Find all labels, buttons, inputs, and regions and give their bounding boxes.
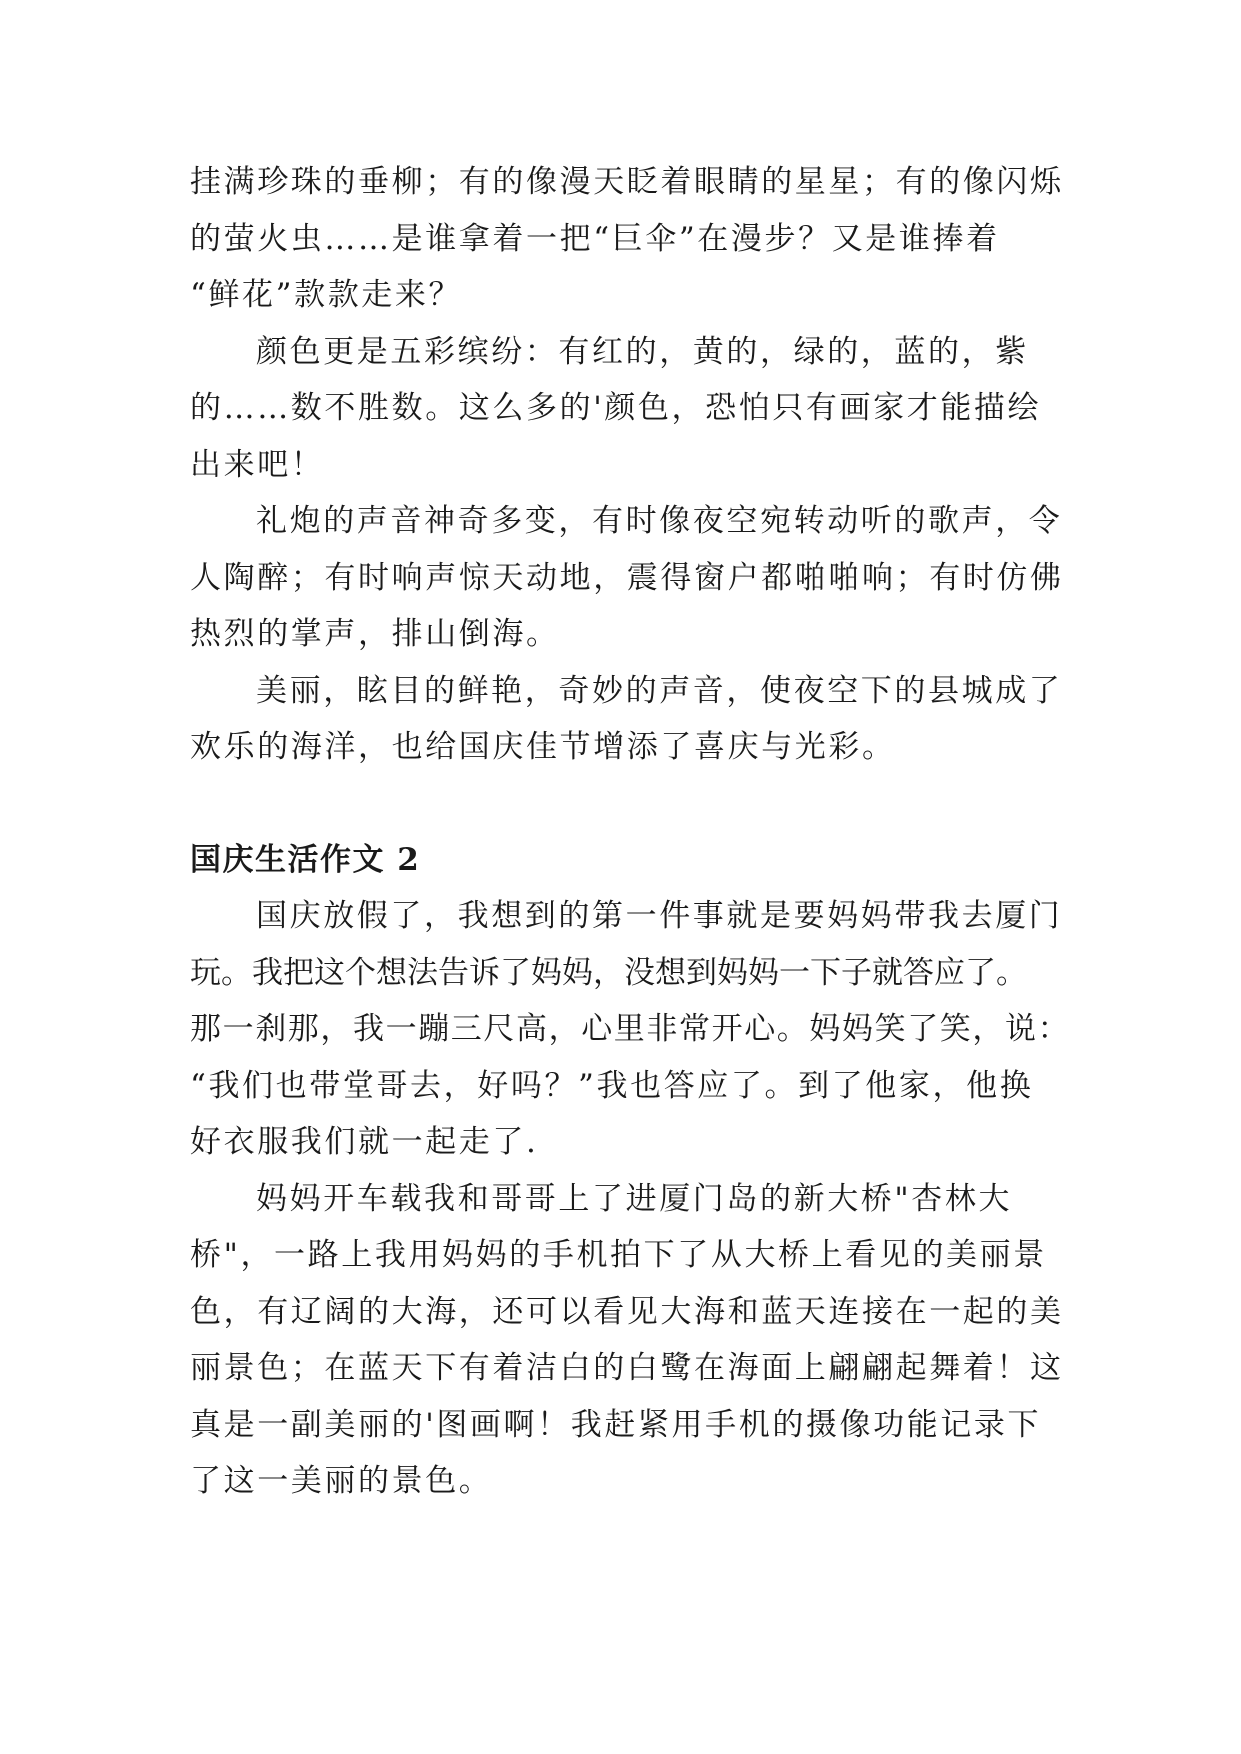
paragraph-3 xyxy=(190,493,1064,663)
text-line: 了这一美丽的景色。 xyxy=(190,1463,493,1499)
paragraph-2 xyxy=(190,324,1052,494)
text-line: 美丽，眩目的鲜艳，奇妙的声音，使夜空下的县城成了 xyxy=(256,672,1063,709)
section-title: 国庆生活作文 2 xyxy=(190,841,421,878)
text-line: “鲜花”款款走来？ xyxy=(190,277,463,313)
text-line: 国庆放假了，我想到的第一件事就是要妈妈带我去厦门 xyxy=(256,898,1063,934)
paragraph-4 xyxy=(190,663,1063,776)
text-line: 欢乐的海洋，也给国庆佳节增添了喜庆与光彩。 xyxy=(190,729,896,765)
text-line: 桥"，一路上我用妈妈的手机拍下了从大桥上看见的美丽景 xyxy=(190,1237,1047,1273)
text-line: 好衣服我们就一起走了. xyxy=(190,1124,539,1160)
text-line: 玩。我把这个想法告诉了妈妈，没想到妈妈一下子就答应了。 xyxy=(190,954,1027,991)
section-spacer xyxy=(190,776,1052,832)
text-line: 热烈的掌声，排山倒海。 xyxy=(190,616,560,652)
section-1 xyxy=(190,154,1064,776)
paragraph-6 xyxy=(190,1171,1064,1510)
paragraph-1 xyxy=(190,154,1064,324)
text-line: 的萤火虫……是谁拿着一把“巨伞”在漫步？又是谁捧着 xyxy=(190,220,1000,257)
text-line: 妈妈开车载我和哥哥上了进厦门岛的新大桥"杏林大 xyxy=(256,1180,1013,1217)
text-line: 那一刹那，我一蹦三尺高，心里非常开心。妈妈笑了笑，说： xyxy=(190,1011,1071,1047)
text-line: “我们也带堂哥去，好吗？”我也答应了。到了他家，他换 xyxy=(190,1067,1034,1104)
text-line: 的……数不胜数。这么多的'颜色，恐怕只有画家才能描绘 xyxy=(190,390,1042,426)
text-line: 人陶醉；有时响声惊天动地，震得窗户都啪啪响；有时仿佛 xyxy=(190,559,1064,596)
paragraph-5 xyxy=(190,888,1071,1171)
text-line: 挂满珍珠的垂柳；有的像漫天眨着眼睛的星星；有的像闪烁 xyxy=(190,164,1064,200)
text-line: 礼炮的声音神奇多变，有时像夜空宛转动听的歌声，令 xyxy=(256,503,1063,539)
text-line: 色，有辽阔的大海，还可以看见大海和蓝天连接在一起的美 xyxy=(190,1293,1064,1330)
text-line: 丽景色；在蓝天下有着洁白的白鹭在海面上翩翩起舞着！这 xyxy=(190,1350,1064,1386)
section-2 xyxy=(190,832,1071,1510)
text-line: 出来吧！ xyxy=(190,446,325,483)
text-line: 颜色更是五彩缤纷：有红的，黄的，绿的，蓝的，紫 xyxy=(256,333,1029,370)
text-column xyxy=(190,154,1071,1510)
text-line: 真是一副美丽的'图画啊！我赶紧用手机的摄像功能记录下 xyxy=(190,1406,1042,1443)
